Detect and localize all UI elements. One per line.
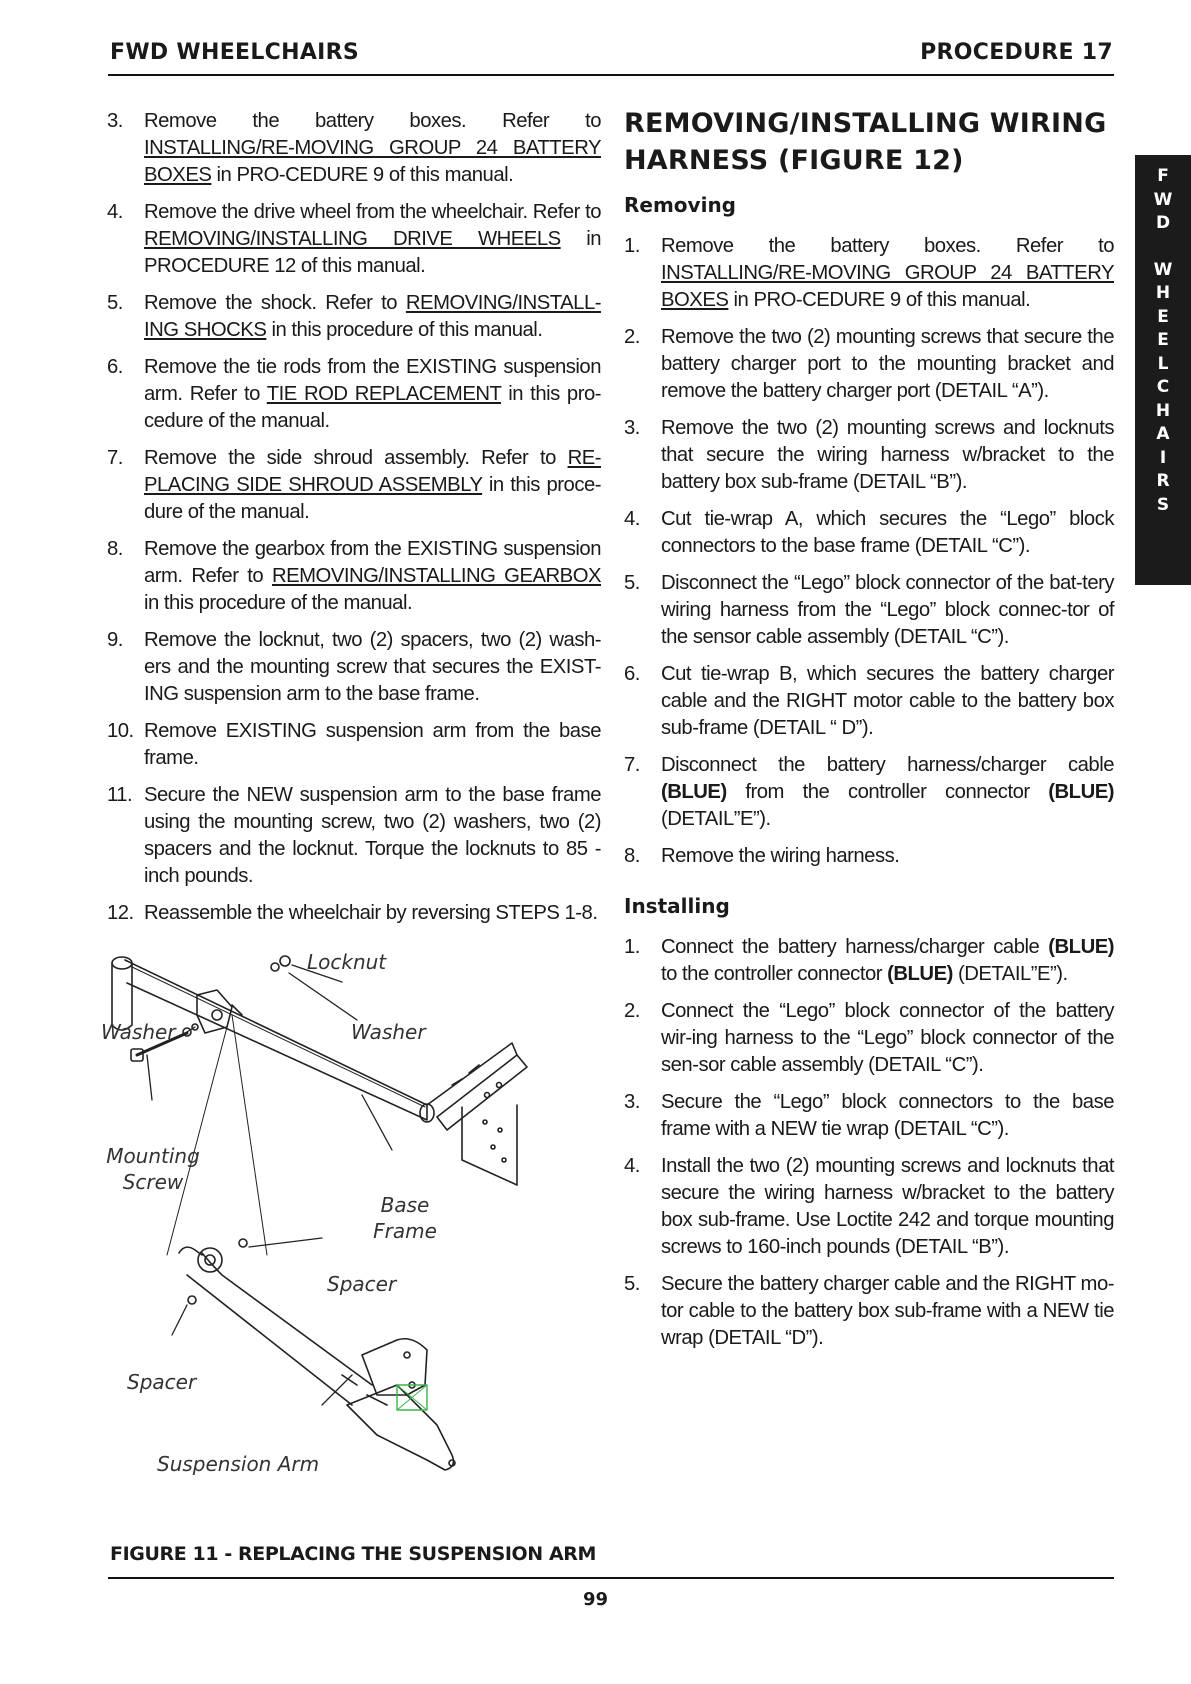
side-tab-letter: A <box>1156 424 1170 444</box>
side-tab-letter: H <box>1155 283 1171 303</box>
side-tab-letter: W <box>1153 259 1173 280</box>
step-number: 6. <box>107 356 123 378</box>
page-number: 99 <box>582 1589 609 1610</box>
step-item <box>624 506 1114 560</box>
step-text: Remove EXISTING suspension arm from the base frame. <box>144 720 601 769</box>
step-text: Remove the two (2) mounting screws and locknuts that secure the wiring harness w/bracket to the battery box sub-frame (DETAIL “B”). <box>661 417 1114 493</box>
step-item <box>107 199 601 280</box>
step-text: Secure the “Lego” block connectors to the base frame with a NEW tie wrap (DETAIL “C”). <box>661 1091 1114 1140</box>
step-text: Secure the NEW suspension arm to the base frame using the mounting screw, two (2) washers, two (2) spacers and the locknut. Torque the locknuts to 85 -inch pounds. <box>144 784 601 887</box>
side-tab-letter: E <box>1157 330 1169 350</box>
step-text: Remove the battery boxes. Refer to <box>144 110 601 132</box>
step-item <box>624 934 1114 988</box>
step-number: 11. <box>107 784 133 806</box>
figure-caption: FIGURE 11 - REPLACING THE SUSPENSION ARM <box>110 1543 597 1565</box>
step-number: 7. <box>107 447 123 469</box>
step-item <box>624 415 1114 496</box>
step-number: 1. <box>624 235 640 257</box>
step-text: Connect the “Lego” block connector of the battery wir-ing harness to the “Lego” block connector of the sen-sor cable assembly (DETAIL “C”). <box>661 1000 1114 1076</box>
step-item <box>107 354 601 435</box>
removing-heading: Removing <box>624 193 736 217</box>
step-item <box>107 445 601 526</box>
label-spacer-right: Spacer <box>327 1272 397 1296</box>
step-number: 10. <box>107 720 134 742</box>
cross-reference-link[interactable]: INSTALLING/RE-MOVING GROUP 24 BATTERY BOXES <box>144 137 601 186</box>
step-text: Remove the two (2) mounting screws that secure the battery charger port to the mounting bracket and remove the battery charger port (DETAIL “A”). <box>661 326 1114 402</box>
step-text: Remove the side shroud assembly. Refer to <box>144 447 568 469</box>
step-number: 8. <box>624 845 640 867</box>
cross-reference-link[interactable]: RE-PLACING SIDE SHROUD ASSEMBLY <box>144 447 601 496</box>
step-item <box>107 290 601 344</box>
step-number: 2. <box>624 1000 640 1022</box>
step-item <box>107 536 601 617</box>
side-tab-letter: W <box>1153 189 1173 210</box>
right-column <box>624 105 1114 1362</box>
header-procedure-label: PROCEDURE 17 <box>920 40 1113 65</box>
label-spacer-left: Spacer <box>127 1370 197 1394</box>
cross-reference-link[interactable]: TIE ROD REPLACEMENT <box>266 383 502 405</box>
step-item <box>107 108 601 189</box>
cross-reference-link[interactable]: REMOVING/INSTALLING GEARBOX <box>271 565 601 587</box>
step-text: Remove the wiring harness. <box>661 845 900 867</box>
step-number: 6. <box>624 663 640 685</box>
side-tab-letter: C <box>1156 377 1170 397</box>
step-number: 5. <box>624 1273 640 1295</box>
step-number: 5. <box>624 572 640 594</box>
header-left-title: FWD WHEELCHAIRS <box>110 40 360 65</box>
footer-rule <box>108 1577 1114 1579</box>
installing-steps-list <box>624 934 1114 1352</box>
step-number: 1. <box>624 936 640 958</box>
side-tab-letter <box>1135 236 1191 259</box>
step-text: Cut tie-wrap A, which secures the “Lego” block connectors to the base frame (DETAIL “C”). <box>661 508 1114 557</box>
step-text: Remove the tie rods from the EXISTING suspension arm. Refer to <box>144 356 601 405</box>
side-tab-letter: F <box>1157 166 1169 186</box>
step-text: Cut tie-wrap B, which secures the battery charger cable and the RIGHT motor cable to the battery box sub-frame (DETAIL “ D”). <box>661 663 1114 739</box>
side-tab-letter: E <box>1157 306 1169 327</box>
step-number: 5. <box>107 292 123 314</box>
step-text: in this procedure of this manual. <box>266 319 543 341</box>
step-text: Connect the battery harness/charger cable (BLUE) to the controller connector (BLUE) (DETAIL”E”). <box>661 936 1114 985</box>
step-text: Remove the locknut, two (2) spacers, two (2) wash-ers and the mounting screw that secures the EXIST-ING suspension arm to the base frame. <box>144 629 601 705</box>
side-tab-letter: D <box>1155 213 1171 233</box>
label-base-frame: Base Frame <box>373 1193 437 1243</box>
header-rule <box>108 74 1114 76</box>
step-text: Disconnect the “Lego” block connector of the bat-tery wiring harness from the “Lego” block connec-tor of the sensor cable assembly (DETAIL “C”). <box>661 572 1114 648</box>
label-washer-right: Washer <box>351 1020 426 1044</box>
step-item <box>107 718 601 772</box>
label-washer-left: Washer <box>101 1020 176 1044</box>
cross-reference-link[interactable]: REMOVING/INSTALL-ING SHOCKS <box>144 292 601 341</box>
step-item <box>107 627 601 708</box>
label-locknut: Locknut <box>307 950 387 974</box>
side-tab-letter: I <box>1159 447 1167 468</box>
step-text: Disconnect the battery harness/charger cable (BLUE) from the controller connector (BLUE) (DETAIL”E”). <box>661 754 1114 830</box>
step-text: Remove the shock. Refer to <box>144 292 406 314</box>
side-tab-letter: H <box>1155 400 1171 421</box>
step-text: in this procedure of the manual. <box>144 592 413 614</box>
step-item <box>107 900 601 927</box>
step-text: in PRO-CEDURE 9 of this manual. <box>211 164 514 186</box>
step-number: 4. <box>107 201 123 223</box>
cross-reference-link[interactable]: REMOVING/INSTALLING DRIVE WHEELS <box>144 228 561 250</box>
cross-reference-link[interactable]: INSTALLING/RE-MOVING GROUP 24 BATTERY BOXES <box>661 262 1114 311</box>
step-item <box>624 1153 1114 1261</box>
side-tab-letter: R <box>1156 471 1170 491</box>
removing-steps-list <box>624 233 1114 870</box>
step-item <box>624 324 1114 405</box>
section-title: REMOVING/INSTALLING WIRING HARNESS (FIGURE 12) <box>624 108 1107 176</box>
left-column <box>107 108 601 937</box>
section-side-tab <box>1135 155 1191 585</box>
step-item <box>624 843 1114 870</box>
step-number: 9. <box>107 629 123 651</box>
step-text: Reassemble the wheelchair by reversing STEPS 1-8. <box>144 902 598 924</box>
side-tab-letter: S <box>1156 494 1170 515</box>
step-number: 3. <box>624 1091 640 1113</box>
step-text: in PROCEDURE 12 of this manual. <box>144 228 601 277</box>
step-text: Remove the battery boxes. Refer to INSTALLING/RE-MOVING GROUP 24 BATTERY BOXES in PRO-CEDURE 9 of this manual. <box>661 235 1114 311</box>
step-item <box>624 752 1114 833</box>
step-text: in this pro-cedure of the manual. <box>144 383 601 432</box>
step-text: in this proce-dure of the manual. <box>144 474 601 523</box>
side-tab-letter: L <box>1157 353 1169 374</box>
step-number: 4. <box>624 508 640 530</box>
label-mounting-screw: Mounting Screw <box>106 1144 200 1194</box>
step-text: Install the two (2) mounting screws and locknuts that secure the wiring harness w/bracket to the battery box sub-frame. Use Loctite 242 and torque mounting screws to 160-inch pounds (DETAIL “B”). <box>661 1155 1114 1258</box>
step-number: 8. <box>107 538 123 560</box>
step-item <box>624 998 1114 1079</box>
step-text: Remove the drive wheel from the wheelchair. Refer to <box>144 201 601 223</box>
suspension-steps-list <box>107 108 601 927</box>
step-item <box>624 570 1114 651</box>
step-number: 3. <box>624 417 640 439</box>
step-item <box>624 233 1114 314</box>
step-number: 12. <box>107 902 134 924</box>
step-item <box>624 1089 1114 1143</box>
step-text: Remove the gearbox from the EXISTING suspension arm. Refer to <box>144 538 601 587</box>
installing-heading: Installing <box>624 894 730 918</box>
step-text: Secure the battery charger cable and the RIGHT mo-tor cable to the battery box sub-frame with a NEW tie wrap (DETAIL “D”). <box>661 1273 1114 1349</box>
step-number: 3. <box>107 110 123 132</box>
step-item <box>624 1271 1114 1352</box>
step-item <box>624 661 1114 742</box>
step-item <box>107 782 601 890</box>
step-number: 7. <box>624 754 640 776</box>
step-number: 2. <box>624 326 640 348</box>
figure-suspension-arm <box>101 950 607 1545</box>
step-number: 4. <box>624 1155 640 1177</box>
label-suspension-arm: Suspension Arm <box>157 1452 320 1476</box>
